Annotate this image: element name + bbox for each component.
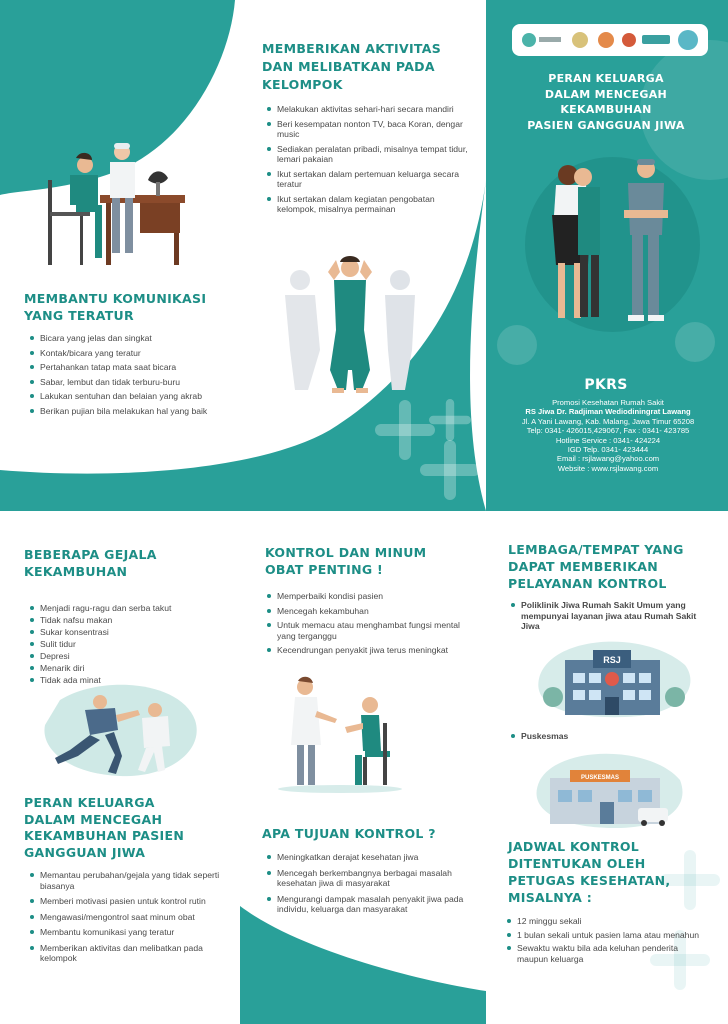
list-item: 12 minggu sekali [505,916,705,927]
list-item: 1 bulan sekali untuk pasien lama atau menahun [505,930,705,941]
hotline: Hotline Service : 0341- 424224 [555,435,661,445]
hospital-name: RS Jiwa Dr. Radjiman Wediodiningrat Lawang [525,407,691,417]
list-item: Memberi motivasi pasien untuk kontrol rutin [28,896,223,907]
logo-bar [512,24,708,56]
peran-title: PERAN KELUARGA DALAM MENCEGAH KEKAMBUHAN PASIEN GANGGUAN JIWA [24,795,185,860]
list-item: Memberikan aktivitas dan melibatkan pada kelompok [28,943,223,964]
list-item: Sulit tidur [28,639,228,650]
list-item: Memantau perubahan/gejala yang tidak seperti biasanya [28,870,223,891]
tujuan-list [265,852,475,920]
list-item: Bicara yang jelas dan singkat [28,333,228,344]
list-item: Menjadi ragu-ragu dan serba takut [28,603,228,614]
list-item: Lakukan sentuhan dan belaian yang akrab [28,391,228,402]
germas-text-icon [642,35,670,44]
jadwal-title: JADWAL KONTROL DITENTUKAN OLEH PETUGAS KESEHATAN, MISALNYA : [508,839,671,905]
list-item: Mencegah berkembangnya berbagai masalah kesehatan jiwa di masyarakat [265,868,475,889]
list-item: Melakukan aktivitas sehari-hari secara mandiri [265,104,475,115]
pkrs-badge-icon [622,33,636,47]
lembaga-list-2 [509,731,704,746]
list-item: Ikut sertakan dalam kegiatan pengobatan kelompok, misalnya permainan [265,194,475,215]
consultation-illustration [40,140,200,270]
hospital-illustration [525,635,695,720]
list-item: Kecendrungan penyakit jiwa terus meningkat [265,645,475,656]
family-illustration [528,155,678,330]
aktivitas-list [265,104,475,219]
kontrol-title: KONTROL DAN MINUM OBAT PENTING ! [265,545,427,577]
puskesmas-sign: PUSKESMAS [580,775,620,781]
plus-decoration [420,440,480,500]
list-item: Beri kesempatan nonton TV, baca Koran, dengar music [265,119,475,140]
list-item: Ikut sertakan dalam pertemuan keluarga secara teratur [265,169,475,190]
list-item: Sukar konsentrasi [28,627,228,638]
aktivitas-title: MEMBERIKAN AKTIVITAS DAN MELIBATKAN PADA KELOMPOK [262,41,442,92]
list-item: Pertahankan tatap mata saat bicara [28,362,228,373]
list-item: Sediakan peralatan pribadi, misalnya tempat tidur, lemari pakaian [265,144,475,165]
rsj-sign: RSJ [603,655,621,665]
list-item: Puskesmas [509,731,704,742]
list-item: Depresi [28,651,228,662]
list-item: Berikan pujian bila melakukan hal yang baik [28,406,228,417]
lembaga-title: LEMBAGA/TEMPAT YANG DAPAT MEMBERIKAN PELAYANAN KONTROL [508,542,684,591]
cover-circle [497,325,537,365]
komunikasi-list [28,333,228,420]
list-item: Tidak ada minat [28,675,228,686]
list-item: Mencegah kekambuhan [265,606,475,617]
list-item: Sewaktu waktu bila ada keluhan penderita maupun keluarga [505,943,705,964]
stressed-person-illustration [270,250,430,395]
plus-decoration [429,399,471,441]
gejala-list [28,603,228,687]
puskesmas-illustration [520,750,690,830]
gejala-title: BEBERAPA GEJALA KEKAMBUHAN [24,547,157,579]
list-item: Meningkatkan derajat kesehatan jiwa [265,852,475,863]
kontrol-list [265,591,475,660]
phone-fax: Telp: 0341- 426015,429067, Fax : 0341- 423785 [526,426,690,436]
tujuan-title: APA TUJUAN KONTROL ? [262,826,436,841]
address: Jl. A Yani Lawang, Kab. Malang, Jawa Timur 65208 [521,416,695,426]
cover-title: PERAN KELUARGA DALAM MENCEGAH KEKAMBUHAN PASIEN GANGGUAN JIWA [527,72,685,132]
contact-block [496,398,720,473]
germas-icon [598,32,614,48]
igd-phone: IGD Telp. 0341- 423444 [567,445,649,455]
kemenkes-logo-icon [522,33,536,47]
lembaga-list-1 [509,600,704,636]
list-item: Menarik diri [28,663,228,674]
emblem-icon [572,32,588,48]
org-name: PKRS [584,377,628,393]
email: Email : rsjlawang@yahoo.com [556,454,660,464]
org-description: Promosi Kesehatan Rumah Sakit [552,398,664,407]
cover-circle [675,322,715,362]
list-item: Membantu komunikasi yang teratur [28,927,223,938]
list-item: Sabar, lembut dan tidak terburu-buru [28,377,228,388]
komunikasi-title: MEMBANTU KOMUNIKASI YANG TERATUR [24,291,207,323]
website: Website : www.rsjlawang.com [557,463,659,473]
list-item: Kontak/bicara yang teratur [28,348,228,359]
kemenkes-text-icon [539,37,561,42]
list-item: Untuk memacu atau menghambat fungsi mental yang terganggu [265,620,475,641]
list-item: Memperbaiki kondisi pasien [265,591,475,602]
chasing-illustration [30,680,200,780]
peran-list [28,870,223,969]
list-item: Poliklinik Jiwa Rumah Sakit Umum yang mempunyai layanan jiwa atau Rumah Sakit Jiwa [509,600,704,632]
nurse-medication-illustration [275,675,405,795]
list-item: Mengawasi/mengontrol saat minum obat [28,912,223,923]
jadwal-list [505,916,705,967]
list-item: Tidak nafsu makan [28,615,228,626]
blu-icon [678,30,698,50]
list-item: Mengurangi dampak masalah penyakit jiwa pada individu, keluarga dan masyarakat [265,894,475,915]
